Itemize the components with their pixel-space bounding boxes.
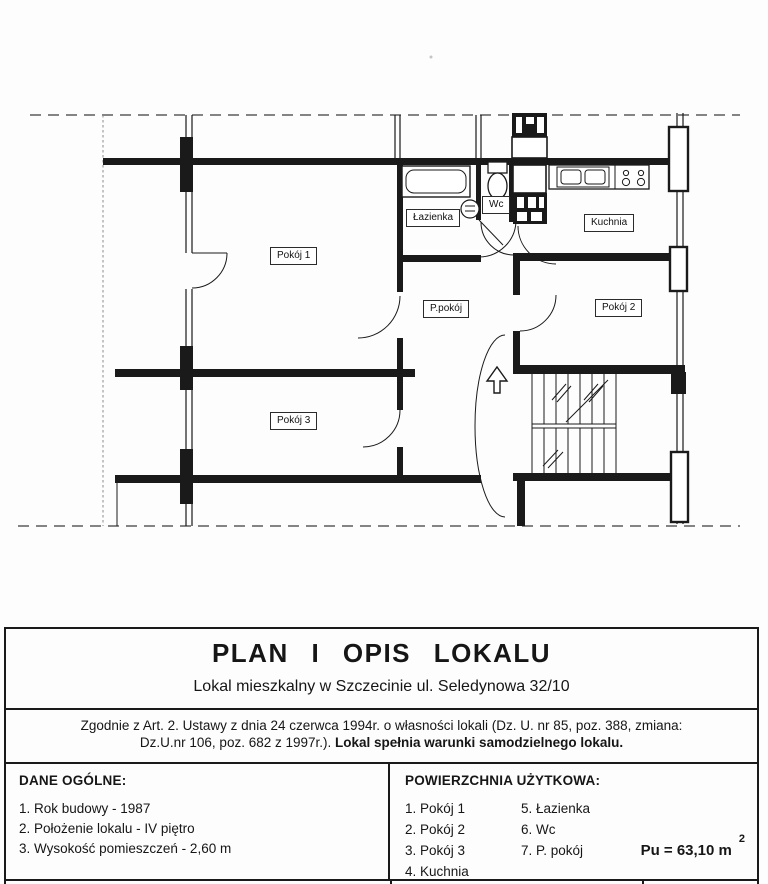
room-label-pokoj-2: Pokój 2 <box>595 299 642 317</box>
window-piers <box>669 127 688 522</box>
kitchen-counter <box>549 165 649 189</box>
room-label-pokoj-3: Pokój 3 <box>270 412 317 430</box>
room-label-ppokoj: P.pokój <box>423 300 469 318</box>
room-label-kuchnia: Kuchnia <box>584 214 634 232</box>
usable-area-list-right <box>521 798 590 882</box>
title-section <box>6 629 757 710</box>
walls <box>103 137 686 526</box>
legal-line-2-bold: Lokal spełnia warunki samodzielnego lokalu. <box>335 735 624 750</box>
usable-area-item: 3. Pokój 3 <box>405 843 466 858</box>
scan-speck <box>430 56 433 59</box>
document-subtitle: Lokal mieszkalny w Szczecinie ul. Seledynowa 32/10 <box>193 678 570 695</box>
general-data-item: 1. Rok budowy - 1987 <box>19 801 151 816</box>
usable-area-item: 6. Wc <box>521 822 556 837</box>
washbasin-icon <box>461 200 479 218</box>
usable-area-heading: POWIERZCHNIA UŻYTKOWA: <box>405 773 601 788</box>
usable-area-item: 2. Pokój 2 <box>405 822 466 837</box>
total-usable-area <box>640 833 745 859</box>
square-meter-superscript: 2 <box>738 833 745 845</box>
legal-clause <box>6 710 757 764</box>
usable-area-item: 7. P. pokój <box>521 843 584 858</box>
room-label-wc: Wc <box>482 196 510 214</box>
room-label-lazienka: Łazienka <box>406 209 460 227</box>
toilet-icon <box>488 162 507 199</box>
legal-line-1: Zgodnie z Art. 2. Ustawy z dnia 24 czerwca 1994r. o własności lokali (Dz. U. nr 85, poz. 388, zmiana: <box>80 718 683 733</box>
usable-area-item: 5. Łazienka <box>521 801 591 816</box>
general-data-heading: DANE OGÓLNE: <box>19 773 127 788</box>
legal-line-2-normal: Dz.U.nr 106, poz. 682 z 1997r.). <box>139 735 336 750</box>
total-usable-area-value: Pu = 63,10 m <box>640 842 732 859</box>
general-data-item: 3. Wysokość pomieszczeń - 2,60 m <box>19 841 232 856</box>
usable-area-item: 1. Pokój 1 <box>405 801 466 816</box>
ventilation-shaft-icon <box>512 113 547 224</box>
staircase <box>532 374 616 473</box>
general-data-section <box>6 764 390 879</box>
bathtub-icon <box>402 166 470 197</box>
usable-area-list-left <box>405 798 521 882</box>
document-title: PLAN I OPIS LOKALU <box>211 638 552 668</box>
usable-area-section <box>390 764 757 879</box>
door-arcs <box>192 220 556 517</box>
legal-line-2 <box>6 734 757 751</box>
entrance-arrow-icon <box>487 367 507 393</box>
details-section <box>6 764 757 879</box>
usable-area-item: 4. Kuchnia <box>405 864 469 879</box>
title-block <box>4 627 759 881</box>
general-data-item: 2. Położenie lokalu - IV piętro <box>19 821 195 836</box>
room-label-pokoj-1: Pokój 1 <box>270 247 317 265</box>
